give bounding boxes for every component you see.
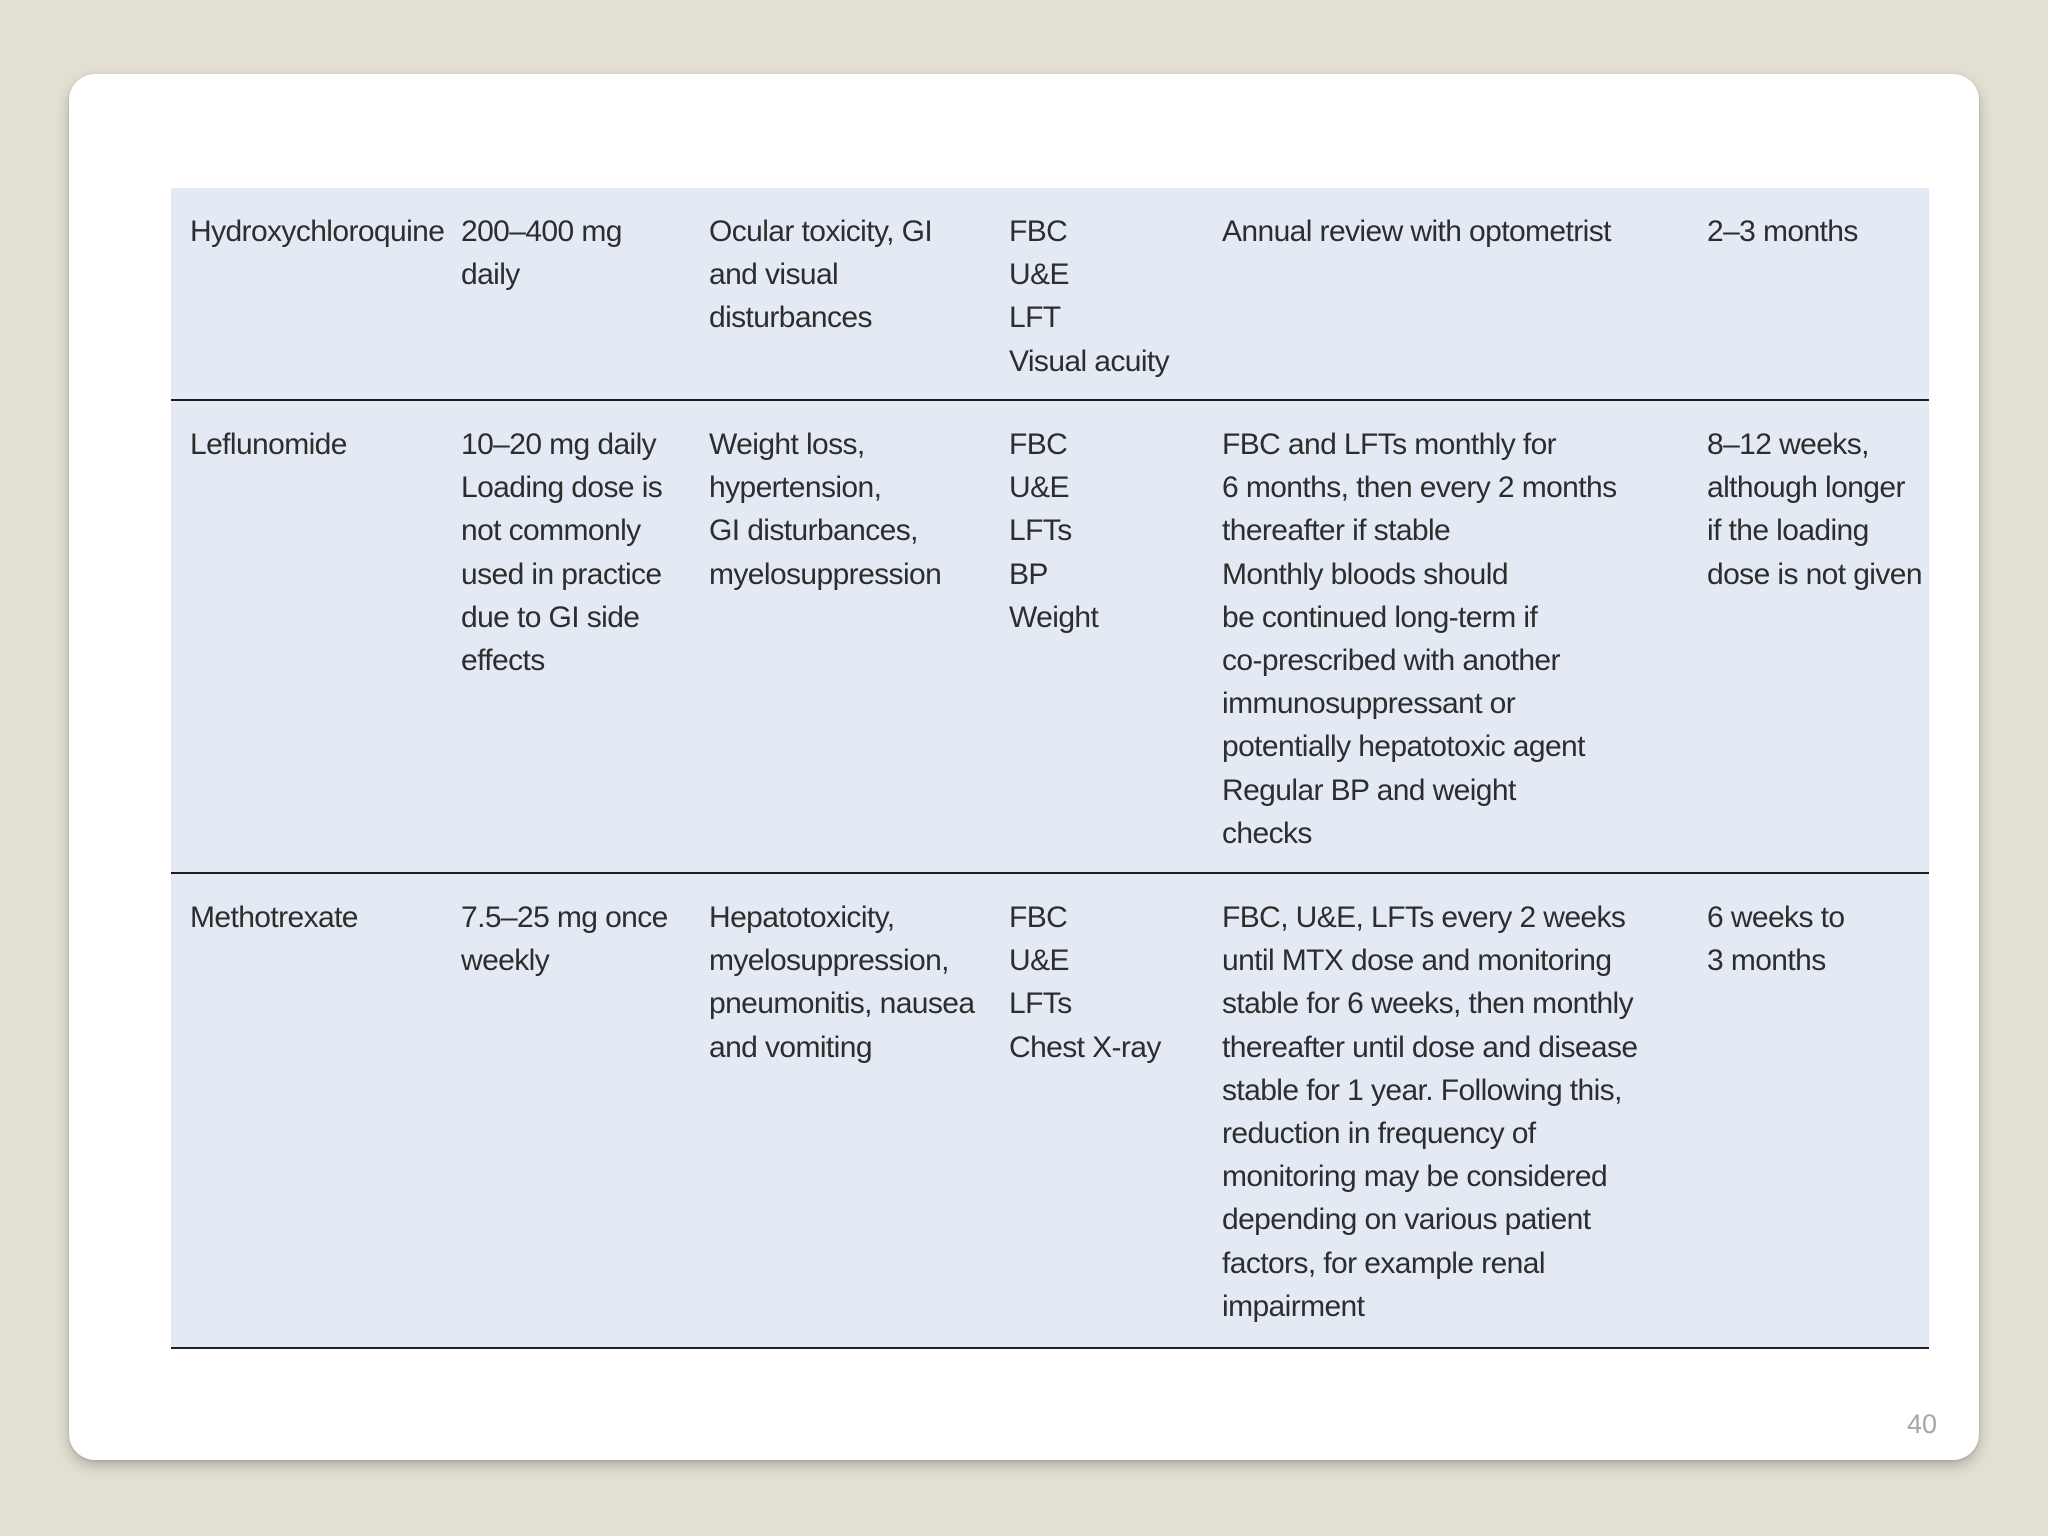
monitoring-line: potentially hepatotoxic agent — [1222, 730, 1585, 764]
onset-line: 6 weeks to — [1707, 901, 1845, 934]
drug-cell — [190, 210, 444, 253]
monitoring-line: factors, for example renal — [1222, 1246, 1545, 1280]
onset-cell — [1707, 210, 1858, 253]
dose-line: used in practice — [461, 557, 662, 591]
monitoring-line: FBC and LFTs monthly for — [1222, 428, 1557, 461]
side-effects-line: Weight loss, — [709, 428, 865, 461]
tests-cell — [1009, 423, 1098, 639]
tests-line: FBC — [1009, 428, 1068, 461]
drug-line: Leflunomide — [190, 428, 347, 461]
onset-line: 2–3 months — [1707, 215, 1858, 248]
onset-line: 8–12 weeks, — [1707, 428, 1869, 461]
dose-cell — [461, 423, 662, 682]
onset-line: if the loading — [1707, 514, 1869, 548]
table-row — [171, 401, 1929, 874]
row-divider — [171, 1347, 1929, 1349]
side-effects-line: myelosuppression, — [709, 944, 949, 978]
monitoring-cell — [1222, 423, 1617, 855]
monitoring-line: immunosuppressant or — [1222, 687, 1516, 721]
monitoring-line: depending on various patient — [1222, 1203, 1591, 1237]
tests-cell — [1009, 896, 1161, 1069]
monitoring-cell — [1222, 896, 1638, 1328]
monitoring-cell — [1222, 210, 1611, 253]
side-effects-cell — [709, 896, 974, 1069]
dose-cell — [461, 896, 668, 982]
onset-cell — [1707, 896, 1844, 982]
side-effects-line: and vomiting — [709, 1030, 872, 1064]
monitoring-line: 6 months, then every 2 months — [1222, 471, 1617, 505]
tests-line: Visual acuity — [1009, 344, 1170, 378]
side-effects-line: hypertension, — [709, 471, 882, 505]
side-effects-line: GI disturbances, — [709, 514, 918, 548]
monitoring-line: thereafter if stable — [1222, 514, 1451, 548]
table-row — [171, 874, 1929, 1349]
tests-line: FBC — [1009, 901, 1068, 934]
dose-line: 200–400 mg — [461, 215, 622, 248]
side-effects-line: Ocular toxicity, GI — [709, 215, 933, 248]
monitoring-line: monitoring may be considered — [1222, 1160, 1608, 1194]
monitoring-line: thereafter until dose and disease — [1222, 1030, 1638, 1064]
dose-line: due to GI side — [461, 600, 640, 634]
side-effects-line: Hepatotoxicity, — [709, 901, 895, 934]
monitoring-line: be continued long-term if — [1222, 600, 1538, 634]
monitoring-line: stable for 6 weeks, then monthly — [1222, 987, 1634, 1021]
tests-line: Weight — [1009, 600, 1099, 634]
dose-line: weekly — [461, 944, 550, 978]
monitoring-line: reduction in frequency of — [1222, 1117, 1536, 1151]
onset-line: dose is not given — [1707, 557, 1922, 591]
monitoring-line: impairment — [1222, 1289, 1365, 1323]
dmard-monitoring-table — [171, 188, 1929, 1349]
tests-line: U&E — [1009, 258, 1069, 292]
tests-line: LFT — [1009, 301, 1061, 335]
side-effects-line: disturbances — [709, 301, 872, 335]
dose-line: 7.5–25 mg once — [461, 901, 668, 934]
tests-line: U&E — [1009, 944, 1069, 978]
onset-cell — [1707, 423, 1922, 596]
dose-line: Loading dose is — [461, 471, 663, 505]
side-effects-line: myelosuppression — [709, 557, 942, 591]
monitoring-line: Regular BP and weight — [1222, 773, 1516, 807]
monitoring-line: co-prescribed with another — [1222, 644, 1560, 678]
side-effects-cell — [709, 210, 932, 340]
monitoring-line: Monthly bloods should — [1222, 557, 1508, 591]
onset-line: although longer — [1707, 471, 1905, 505]
monitoring-line: FBC, U&E, LFTs every 2 weeks — [1222, 901, 1626, 934]
drug-cell — [190, 896, 358, 939]
monitoring-line: checks — [1222, 816, 1312, 850]
tests-cell — [1009, 210, 1169, 383]
dose-line: effects — [461, 644, 545, 678]
side-effects-cell — [709, 423, 941, 596]
drug-line: Methotrexate — [190, 901, 358, 934]
dose-line: not commonly — [461, 514, 641, 548]
monitoring-line: stable for 1 year. Following this, — [1222, 1073, 1622, 1107]
tests-line: Chest X-ray — [1009, 1030, 1161, 1064]
tests-line: FBC — [1009, 215, 1068, 248]
dose-cell — [461, 210, 622, 296]
drug-cell — [190, 423, 347, 466]
tests-line: U&E — [1009, 471, 1069, 505]
side-effects-line: pneumonitis, nausea — [709, 987, 975, 1021]
tests-line: BP — [1009, 557, 1048, 591]
slide — [69, 74, 1979, 1460]
table-row — [171, 188, 1929, 401]
tests-line: LFTs — [1009, 987, 1072, 1021]
tests-line: LFTs — [1009, 514, 1072, 548]
monitoring-line: until MTX dose and monitoring — [1222, 944, 1612, 978]
drug-line: Hydroxychloroquine — [190, 215, 445, 248]
page-number: 40 — [1906, 1409, 1937, 1439]
monitoring-line: Annual review with optometrist — [1222, 215, 1611, 248]
onset-line: 3 months — [1707, 944, 1826, 978]
dose-line: daily — [461, 258, 520, 292]
side-effects-line: and visual — [709, 258, 839, 292]
dose-line: 10–20 mg daily — [461, 428, 657, 461]
